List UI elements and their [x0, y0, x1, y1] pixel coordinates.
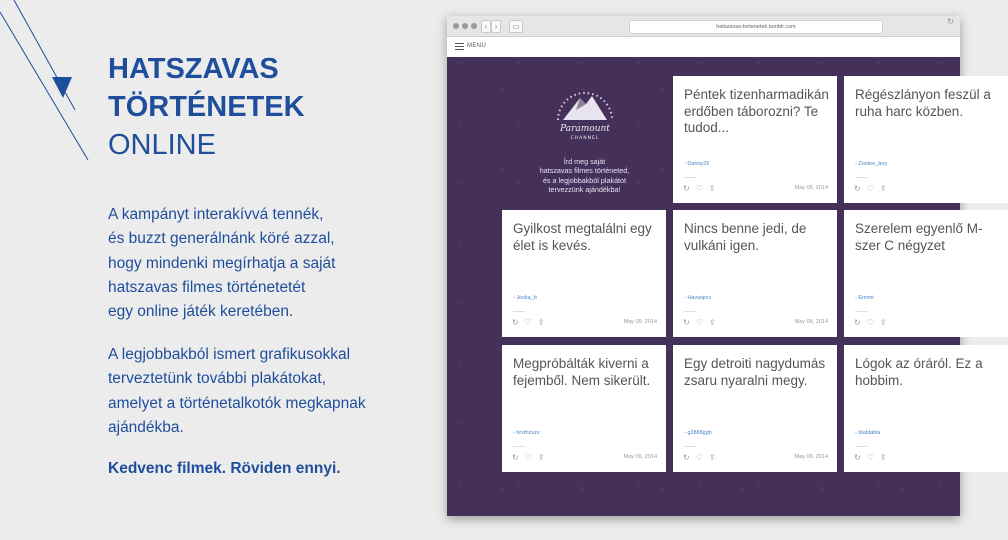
story-card[interactable] — [673, 210, 837, 337]
like-icon[interactable]: ♡ — [524, 453, 532, 462]
like-icon[interactable]: ♡ — [695, 318, 703, 327]
browser-chrome — [447, 16, 960, 37]
slide-heading — [108, 50, 428, 164]
title-line-2: TÖRTÉNETEK — [108, 91, 305, 123]
story-author[interactable]: - hrvthzszs — [513, 430, 540, 436]
share-icon[interactable]: ⇪ — [708, 318, 716, 327]
title-line-3: ONLINE — [108, 129, 216, 161]
address-bar[interactable]: hatszavas-tortenetek.tumblr.com — [629, 20, 883, 34]
share-icon[interactable]: ⇪ — [708, 184, 716, 193]
menu-label[interactable]: MENU — [467, 43, 487, 49]
story-card[interactable] — [844, 76, 1008, 203]
story-author[interactable]: - blablabla — [855, 430, 881, 436]
story-text: Megpróbálták kiverni a fejemből. Nem sikerült. — [513, 356, 651, 388]
site-content — [447, 57, 991, 516]
promo-block — [502, 76, 667, 195]
like-icon[interactable]: ♡ — [524, 318, 532, 327]
window-zoom-dot[interactable] — [471, 23, 477, 29]
story-author[interactable]: - g3888ggh — [684, 430, 712, 436]
story-author[interactable]: - Havasjoci — [684, 295, 712, 301]
share-icon[interactable]: ⇪ — [879, 453, 887, 462]
reblog-icon[interactable]: ↻ — [512, 318, 519, 327]
share-icon[interactable]: ⇪ — [879, 318, 887, 327]
like-icon[interactable]: ♡ — [866, 184, 874, 193]
paramount-logo-icon — [550, 76, 620, 146]
paragraph-posters: A legjobbakból ismert grafikusokkal terveztetünk további plakátokat, amelyet a történetalkotók megkapnak ajándékba. — [108, 346, 366, 436]
forward-icon[interactable]: › — [491, 20, 501, 33]
story-text: Péntek tizenharmadikán erdőben táborozni? Te tudod... — [684, 87, 829, 135]
story-text: Nincs benne jedi, de vulkáni igen. — [684, 221, 807, 253]
story-author[interactable]: - Danny26 — [684, 161, 710, 167]
story-text: Lógok az óráról. Ez a hobbim. — [855, 356, 983, 388]
story-date: May 09, 2014 — [794, 185, 828, 191]
tagline: Kedvenc filmek. Röviden ennyi. — [108, 460, 341, 477]
story-author[interactable]: - Emimi — [855, 295, 874, 301]
story-date: May 09, 2014 — [623, 454, 657, 460]
like-icon[interactable]: ♡ — [695, 184, 703, 193]
story-card[interactable] — [844, 210, 1008, 337]
decorative-lines — [0, 0, 110, 160]
story-author[interactable]: - Zoolee_boy — [855, 161, 888, 167]
like-icon[interactable]: ♡ — [866, 453, 874, 462]
story-card[interactable] — [502, 210, 666, 337]
promo-text: Írd meg saját hatszavas filmes történeted, és a legjobbakból plakátot tervezzünk ajándékba! — [539, 157, 630, 195]
story-text: Régészlányon feszül a ruha harc közben. — [855, 87, 991, 119]
like-icon[interactable]: ♡ — [695, 453, 703, 462]
like-icon[interactable]: ♡ — [866, 318, 874, 327]
share-icon[interactable]: ⇪ — [537, 453, 545, 462]
reload-icon[interactable]: ↻ — [947, 17, 954, 26]
story-date: May 09, 2014 — [794, 454, 828, 460]
share-icon[interactable]: ⇪ — [708, 453, 716, 462]
reblog-icon[interactable]: ↻ — [683, 184, 690, 193]
story-card[interactable] — [502, 345, 666, 472]
title-line-1: HATSZAVAS — [108, 53, 279, 85]
reblog-icon[interactable]: ↻ — [683, 318, 690, 327]
logo-wordmark: Paramount — [559, 124, 610, 134]
triangle-marker-icon — [52, 77, 72, 98]
reblog-icon[interactable]: ↻ — [854, 453, 861, 462]
site-menu-bar — [447, 37, 960, 58]
reblog-icon[interactable]: ↻ — [854, 318, 861, 327]
story-author[interactable]: - Joska_b — [513, 295, 537, 301]
story-card[interactable] — [673, 345, 837, 472]
story-date: May 09, 2014 — [623, 319, 657, 325]
window-close-dot[interactable] — [453, 23, 459, 29]
reblog-icon[interactable]: ↻ — [854, 184, 861, 193]
hamburger-icon[interactable] — [455, 43, 464, 50]
story-card[interactable] — [844, 345, 1008, 472]
story-card[interactable] — [673, 76, 837, 203]
story-date: May 09, 2014 — [794, 319, 828, 325]
story-text: Egy detroiti nagydumás zsaru nyaralni megy. — [684, 356, 826, 388]
share-icon[interactable]: ⇪ — [537, 318, 545, 327]
share-icon[interactable]: ⇪ — [879, 184, 887, 193]
story-text: Gyilkost megtalálni egy élet is kevés. — [513, 221, 652, 253]
story-text: Szerelem egyenlő M-szer C négyzet — [855, 221, 983, 253]
window-minimize-dot[interactable] — [462, 23, 468, 29]
reblog-icon[interactable]: ↻ — [683, 453, 690, 462]
sidebar-icon[interactable]: ▭ — [509, 20, 523, 33]
reblog-icon[interactable]: ↻ — [512, 453, 519, 462]
logo-channel: CHANNEL — [570, 136, 599, 141]
paragraph-campaign: A kampányt interakívvá tennék, és buzzt generálnánk köré azzal, hogy mindenki megírhatja a saját hatszavas filmes történetetét egy online játék keretében. — [108, 206, 336, 321]
back-icon[interactable]: ‹ — [481, 20, 491, 33]
browser-window — [447, 16, 991, 516]
